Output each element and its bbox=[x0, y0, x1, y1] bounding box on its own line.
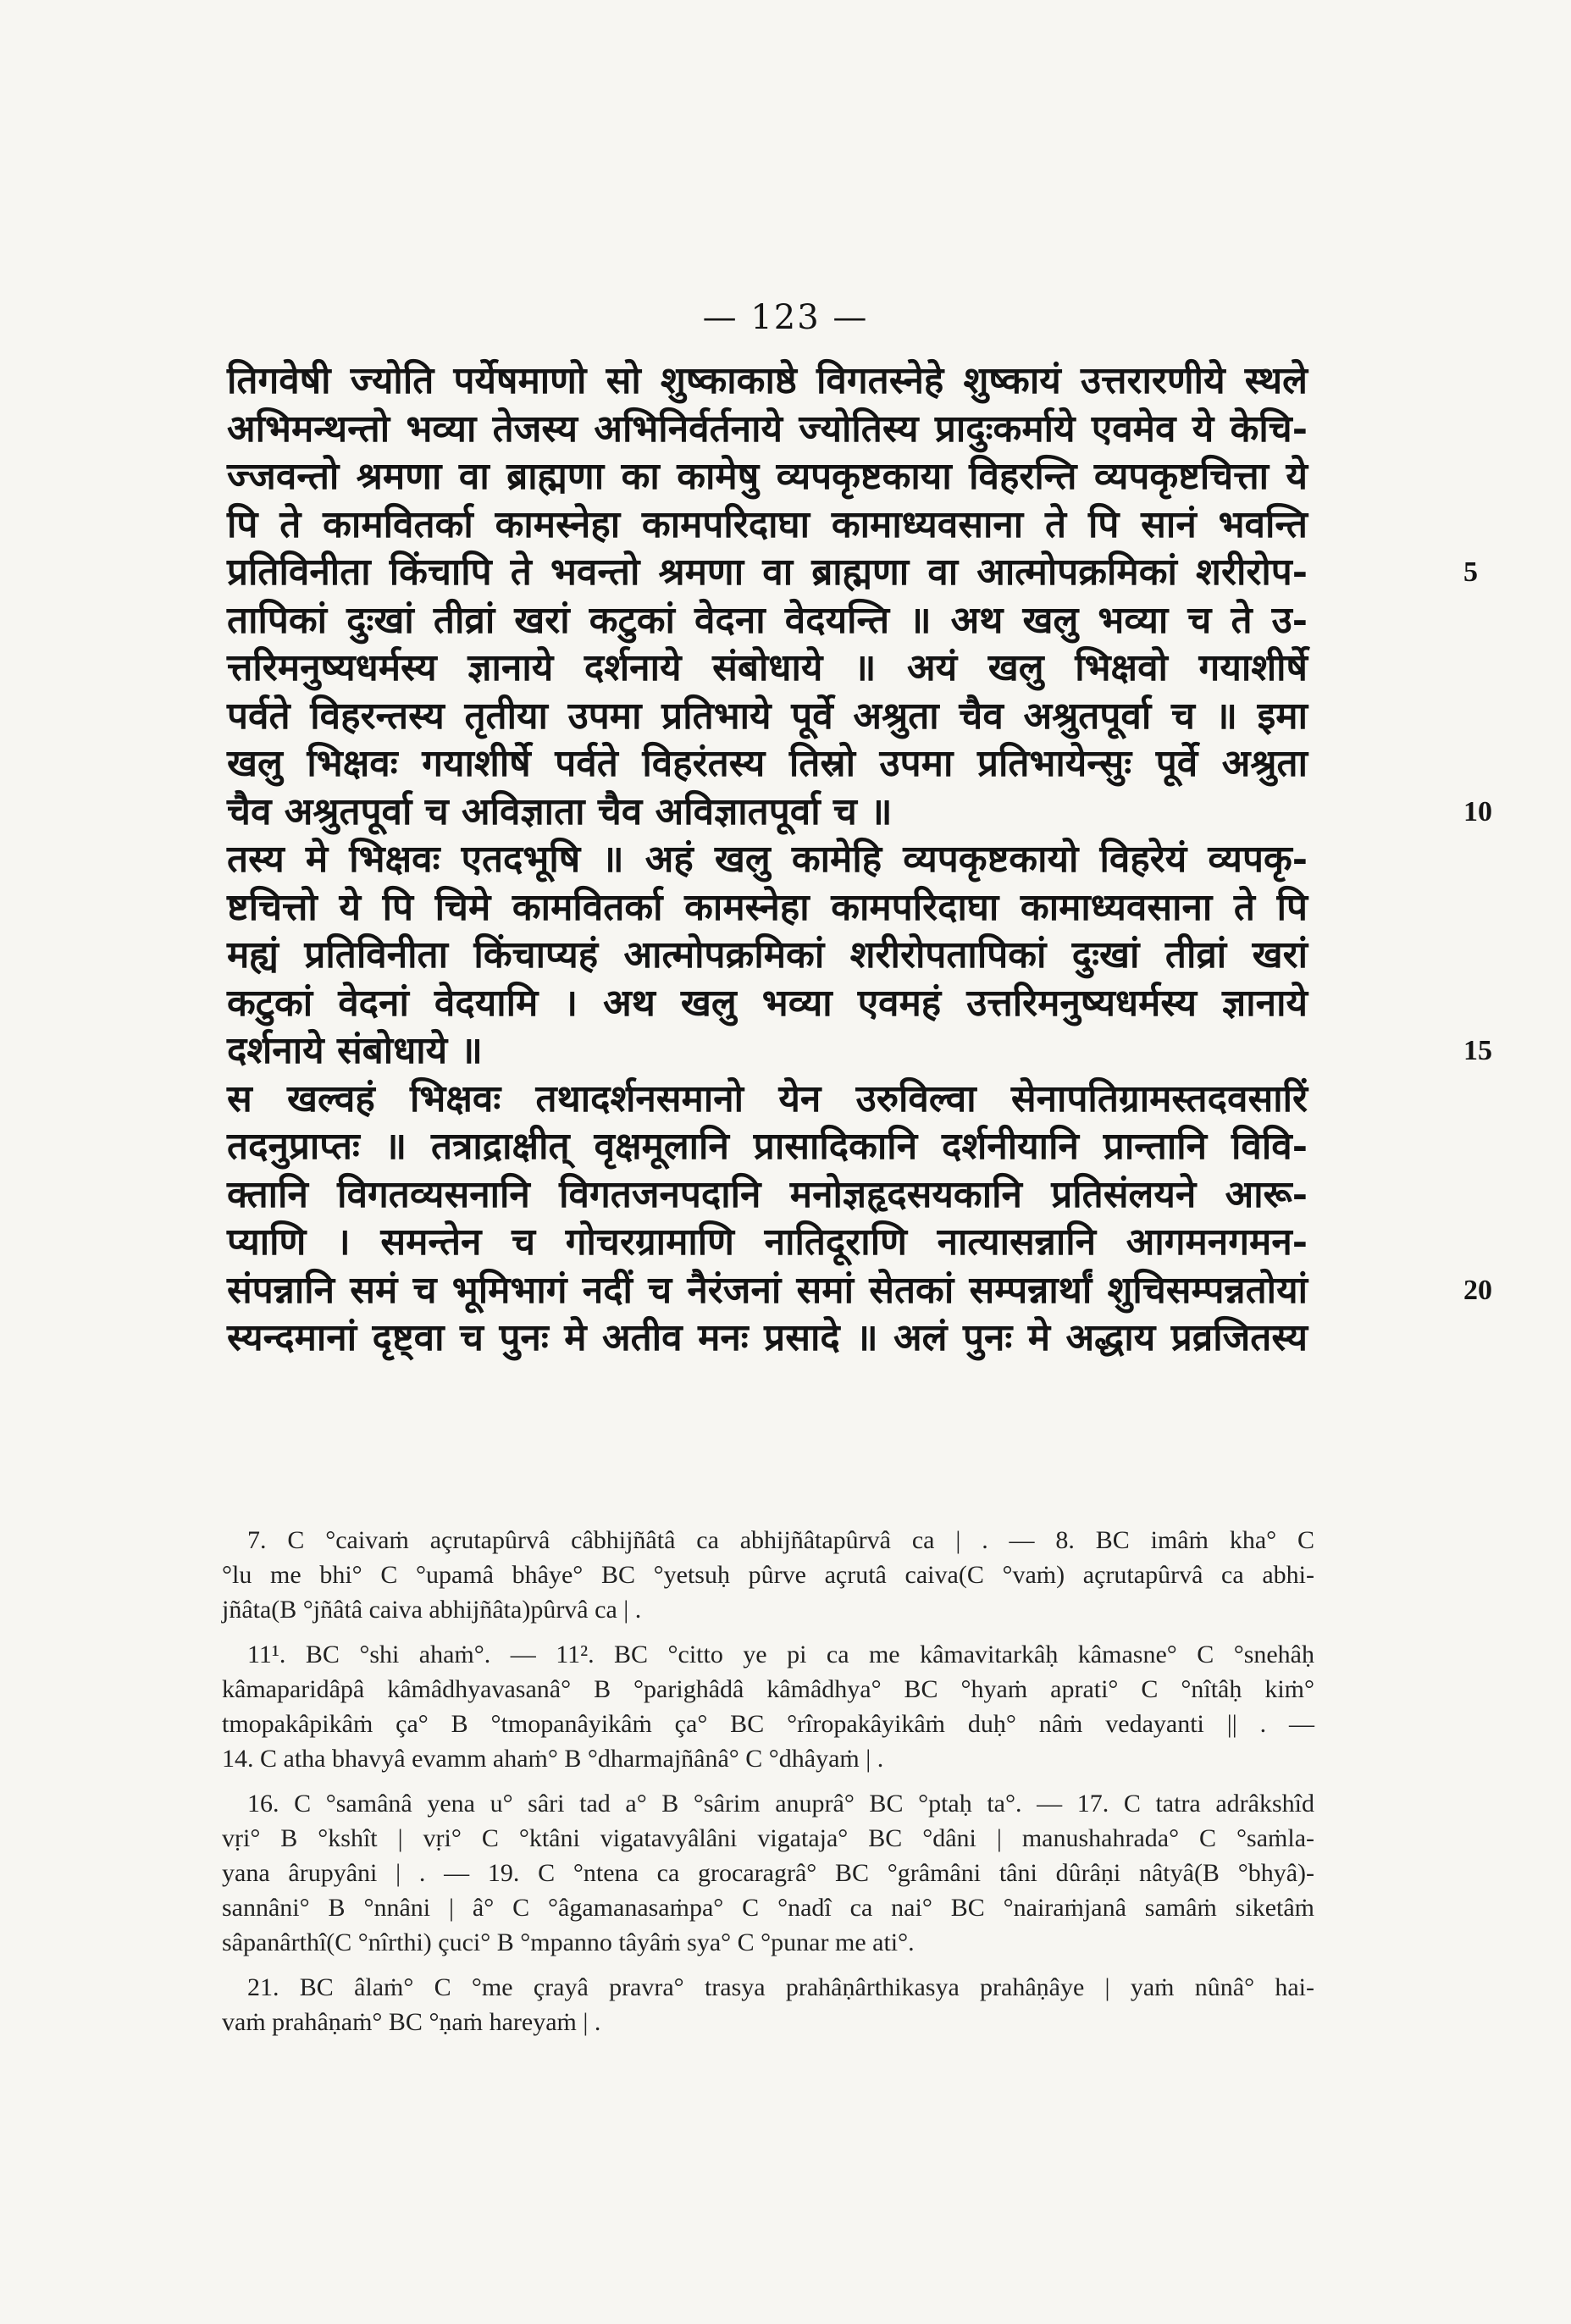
footnote-line: 14. C atha bhavyâ evamm ahaṁ° B °dharmajñânâ° C °dhâyaṁ | . bbox=[222, 1745, 884, 1773]
text-line-content: तापिकां दुःखां तीव्रां खरां कटुकां वेदना वेदयन्ति ॥ अथ खलु भव्या च ते उ- bbox=[227, 598, 1308, 642]
line-number: 5 bbox=[1463, 556, 1478, 588]
text-line-content: दर्शनाये संबोधाये ॥ bbox=[227, 1029, 483, 1072]
text-line bbox=[227, 453, 1308, 501]
text-line bbox=[227, 1171, 1308, 1220]
footnote-line: sâpanârthî(C °nîrthi) çuci° B °mpanno tâyâṁ sya° C °punar me ati°. bbox=[222, 1928, 915, 1956]
text-line bbox=[227, 884, 1308, 932]
line-number: 10 bbox=[1463, 795, 1492, 827]
text-line bbox=[227, 788, 1492, 837]
text-line bbox=[227, 645, 1308, 693]
footnote-line: 16. C °samânâ yena u° sâri tad a° B °sârim anuprâ° BC °ptaḥ ta°. — 17. C tatra adrâkshîd bbox=[247, 1790, 1314, 1818]
footnote bbox=[222, 1637, 1314, 1776]
text-line-content: स्यन्दमानां दृष्ट्वा च पुनः मे अतीव मनः प्रसादे ॥ अलं पुनः मे अद्धाय प्रव्रजितस्य bbox=[227, 1316, 1308, 1359]
text-line-content: त्तरिमनुष्यधर्मस्य ज्ञानाये दर्शनाये संबोधाये ॥ अयं खलु भिक्षवो गयाशीर्षे bbox=[227, 646, 1308, 689]
footnote-line: vaṁ prahâṇaṁ° BC °ṇaṁ hareyaṁ | . bbox=[222, 2008, 601, 2036]
footnote-line: tmopakâpikâṁ ça° B °tmopanâyikâṁ ça° BC °rîropakâyikâṁ duḥ° nâṁ vedayanti || . — bbox=[222, 1710, 1314, 1738]
text-line-content: ष्टचित्तो ये पि चिमे कामवितर्का कामस्नेहा कामपरिदाघा कामाध्यवसाना ते पि bbox=[227, 885, 1308, 929]
text-line bbox=[227, 1267, 1492, 1315]
text-line bbox=[227, 1314, 1308, 1363]
text-line bbox=[227, 501, 1308, 550]
text-line-content: ज्जवन्तो श्रमणा वा ब्राह्मणा का कामेषु व्यपकृष्टकाया विहरन्ति व्यपकृष्टचित्ता ये bbox=[227, 455, 1308, 498]
footnote-line: kâmaparidâpâ kâmâdhyavasanâ° B °parighâdâ kâmâdhya° BC °hyaṁ aprati° C °nîtâḥ kiṁ° bbox=[222, 1675, 1314, 1703]
text-line bbox=[227, 357, 1308, 406]
text-line-content: कटुकां वेदनां वेदयामि । अथ खलु भव्या एवमहं उत्तरिमनुष्यधर्मस्य ज्ञानाये bbox=[227, 981, 1308, 1025]
text-line bbox=[227, 980, 1308, 1028]
critical-apparatus bbox=[222, 1523, 1314, 2050]
text-line-content: पर्वते विहरन्तस्य तृतीया उपमा प्रतिभाये पूर्वे अश्रुता चैव अश्रुतपूर्वा च ॥ इमा bbox=[227, 694, 1308, 738]
footnote-line: 11¹. BC °shi ahaṁ°. — 11². BC °citto ye pi ca me kâmavitarkâḥ kâmasne° C °snehâḥ bbox=[247, 1641, 1314, 1668]
text-line bbox=[227, 1123, 1308, 1171]
page-number: — 123 — bbox=[702, 298, 869, 337]
text-line-content: प्रतिविनीता किंचापि ते भवन्तो श्रमणा वा ब्राह्मणा वा आत्मोपक्रमिकां शरीरोप- bbox=[227, 551, 1308, 594]
line-number: 20 bbox=[1463, 1274, 1492, 1306]
text-line-content: तदनुप्राप्तः ॥ तत्राद्राक्षीत् वृक्षमूलानि प्रासादिकानि दर्शनीयानि प्रान्तानि विवि- bbox=[227, 1125, 1308, 1168]
text-line-content: अभिमन्थन्तो भव्या तेजस्य अभिनिर्वर्तनाये ज्योतिस्य प्रादुःकर्माये एवमेव ये केचि- bbox=[227, 407, 1308, 451]
footnote-line: yana ârupyâni | . — 19. C °ntena ca grocaragrâ° BC °grâmâni tâni dûrâṇi nâtyâ(B °bhyâ)- bbox=[222, 1859, 1314, 1887]
footnote-line: jñâta(B °jñâtâ caiva abhijñâta)pûrvâ ca | . bbox=[222, 1596, 642, 1624]
footnote bbox=[222, 1523, 1314, 1627]
line-number: 15 bbox=[1463, 1035, 1492, 1066]
text-line bbox=[227, 1076, 1308, 1124]
text-line bbox=[227, 597, 1308, 645]
text-line bbox=[227, 693, 1308, 741]
text-line-content: तस्य मे भिक्षवः एतदभूषि ॥ अहं खलु कामेहि व्यपकृष्टकायो विहरेयं व्यपकृ- bbox=[227, 838, 1308, 881]
footnote-line: 21. BC âlaṁ° C °me çrayâ pravra° trasya prahâṇârthikasya prahâṇâye | yaṁ nûnâ° hai- bbox=[247, 1973, 1314, 2001]
text-line-content: स खल्वहं भिक्षवः तथादर्शनसमानो येन उरुविल्वा सेनापतिग्रामस्तदवसारिं bbox=[227, 1076, 1308, 1120]
sanskrit-text-block bbox=[227, 357, 1492, 1363]
text-line-content: खलु भिक्षवः गयाशीर्षे पर्वते विहरंतस्य तिस्रो उपमा प्रतिभायेन्सुः पूर्वे अश्रुता bbox=[227, 742, 1308, 785]
footnote-line: °lu me bhi° C °upamâ bhâye° BC °yetsuḥ pûrve açrutâ caiva(C °vaṁ) açrutapûrvâ ca abhi- bbox=[222, 1561, 1314, 1589]
text-line bbox=[227, 1219, 1308, 1267]
text-line bbox=[227, 549, 1478, 597]
text-line-content: प्याणि । समन्तेन च गोचरग्रामाणि नातिदूराणि नात्यासन्नानि आगमनगमन- bbox=[227, 1220, 1308, 1264]
footnote-line: sannâni° B °nnâni | â° C °âgamanasaṁpa° C °nadî ca nai° BC °nairaṁjanâ samâṁ siketâṁ bbox=[222, 1894, 1314, 1922]
text-line-content: तिगवेषी ज्योति पर्येषमाणो सो शुष्काकाष्ठे विगतस्नेहे शुष्कायं उत्तरारणीये स्थले bbox=[227, 359, 1308, 402]
text-line bbox=[227, 1027, 1492, 1076]
text-line-content: मह्यं प्रतिविनीता किंचाप्यहं आत्मोपक्रमिकां शरीरोपतापिकां दुःखां तीव्रां खरां bbox=[227, 933, 1308, 977]
footnote-line: vṛi° B °kshît | vṛi° C °ktâni vigatavyâlâni vigataja° BC °dâni | manushahrada° C °saṁla- bbox=[222, 1824, 1314, 1852]
text-line bbox=[227, 932, 1308, 980]
text-line bbox=[227, 740, 1308, 788]
footnote bbox=[222, 1786, 1314, 1960]
text-line-content: संपन्नानि समं च भूमिभागं नदीं च नैरंजनां समां सेतकां सम्पन्नार्थां शुचिसम्पन्नतोयां bbox=[227, 1268, 1308, 1312]
text-line-content: पि ते कामवितर्का कामस्नेहा कामपरिदाघा कामाध्यवसाना ते पि सानं भवन्ति bbox=[227, 502, 1308, 546]
footnote bbox=[222, 1970, 1314, 2039]
text-line bbox=[227, 836, 1308, 884]
text-line-content: चैव अश्रुतपूर्वा च अविज्ञाता चैव अविज्ञातपूर्वा च ॥ bbox=[227, 789, 893, 833]
text-line-content: क्तानि विगतव्यसनानि विगतजनपदानि मनोज्ञहृदसयकानि प्रतिसंलयने आरू- bbox=[227, 1172, 1308, 1216]
footnote-line: 7. C °caivaṁ açrutapûrvâ câbhijñâtâ ca abhijñâtapûrvâ ca | . — 8. BC imâṁ kha° C bbox=[247, 1526, 1314, 1554]
text-line bbox=[227, 406, 1308, 454]
